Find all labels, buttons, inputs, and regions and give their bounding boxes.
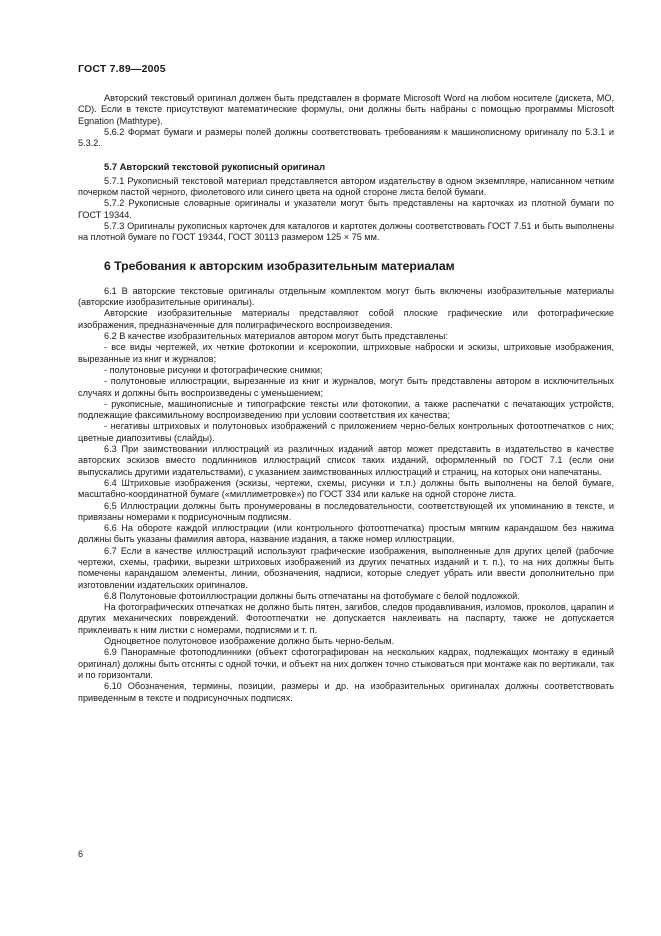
paragraph: 6.10 Обозначения, термины, позиции, размеры и др. на изобразительных оригиналах должны соответствовать приведенным в тексте и подрисуночных подписях.: [78, 681, 614, 703]
paragraph: 6.5 Иллюстрации должны быть пронумерованы в последовательности, соответствующей их упоминанию в тексте, и привязаны номерами к подрисуночным подписям.: [78, 500, 614, 522]
chapter-heading: 6 Требования к авторским изобразительным материалам: [104, 258, 455, 273]
paragraph: 6.2 В качестве изобразительных материалов автором могут быть представлены:: [104, 331, 448, 342]
paragraph: 6.8 Полутоновые фотоиллюстрации должны быть отпечатаны на фотобумаге с белой подложкой.: [104, 590, 520, 601]
list-item: - полутоновые рисунки и фотографические снимки;: [104, 364, 323, 375]
paragraph: 6.9 Панорамные фотоподлинники (объект сфотографирован на нескольких кадрах, подлежащих монтажу в единый оригинал) должны быть отсняты с одной точки, и объект на них должен точно стыковаться при монтаже как по вертикали, так и по горизонтали.: [78, 647, 614, 680]
paragraph: 6.1 В авторские текстовые оригиналы отдельным комплектом могут быть включены изобразительные материалы (авторские изобразительные оригиналы).: [78, 285, 614, 308]
paragraph: Авторские изобразительные материалы представляют собой плоские графические или фотографические изображения, предназначенные для полиграфического воспроизведения.: [78, 308, 614, 330]
paragraph: 6.6 На обороте каждой иллюстрации (или контрольного фотоотпечатка) простым мягким карандашом без нажима должны быть указаны фамилия автора, название издания, а также номер иллюстрации.: [78, 523, 614, 545]
paragraph: На фотографических отпечатках не должно быть пятен, загибов, следов продавливания, изломов, проколов, царапин и других механических повреждений. Фотоотпечатки не допускается наклеивать на паспарту, также не допускается приклеивать к ним листки с номерами, подписями и т. п.: [78, 602, 615, 635]
paragraph: 5.7.1 Рукописный текстовой материал представляется автором издательству в одном экземпляре, написанном четким почерком пастой черного, фиолетового или синего цвета на одной стороне листа белой бумаги.: [78, 175, 614, 198]
paragraph: Авторский текстовый оригинал должен быть представлен в формате Microsoft Word на любом носителе (дискета, MO, CD). Если в тексте присутствуют математические формулы, они должны быть набраны с помощью программы Microsoft Egnation (Mathtype).: [78, 93, 614, 126]
paragraph: 5.7.2 Рукописные словарные оригиналы и указатели могут быть представлены на карточках из плотной бумаги по ГОСТ 19344.: [78, 198, 614, 220]
paragraph: 6.7 Если в качестве иллюстраций используют графические изображения, выполненные для других целей (рабочие чертежи, схемы, графики, вырезки штриховых изображений из других печатных изданий и т. п.), то на них должны быть помечены карандашом элементы, линии, обозначения, надписи, которые следует убрать или ввести дополнительно при изготовлении издательских оригиналов.: [78, 545, 614, 590]
document-header: ГОСТ 7.89—2005: [78, 63, 166, 75]
list-item: - рукописные, машинописные и типографские тексты или фотокопии, а также распечатки с печатающих устройств, подлежащие факсимильному воспроизведению при условии соответствия их качества;: [78, 398, 614, 421]
page-number: 6: [78, 849, 84, 859]
section-heading: 5.7 Авторский текстовой рукописный оригинал: [104, 161, 326, 173]
paragraph: 6.4 Штриховые изображения (эскизы, чертежи, схемы, рисунки и т.п.) должны быть выполнены на белой бумаге, масштабно-координатной бумаге («миллиметровке») по ГОСТ 334 или кальке на одной стороне листа.: [78, 477, 614, 500]
list-item: - все виды чертежей, их четкие фотокопии и ксерокопии, штриховые наброски и эскизы, штриховые изображения, вырезанные из книг и журналов;: [78, 342, 614, 364]
list-item: - полутоновые иллюстрации, вырезанные из книг и журналов, могут быть представлены автором в исключительных случаях и должны быть воспроизведены с уменьшением;: [78, 376, 614, 398]
paragraph: 5.7.3 Оригиналы рукописных карточек для каталогов и картотек должны соответствовать ГОСТ 7.51 и быть выполнены на плотной бумаге по ГОСТ 19344, ГОСТ 30113 размером 125 × 75 мм.: [78, 220, 614, 243]
paragraph: Одноцветное полутоновое изображение должно быть черно-белым.: [104, 636, 395, 647]
paragraph: 5.6.2 Формат бумаги и размеры полей должны соответствовать требованиям к машинописному оригиналу по 5.3.1 и 5.3.2.: [78, 126, 614, 149]
paragraph: 6.3 При заимствовании иллюстраций из различных изданий автор может представить в издательство в качестве авторских эскизов вместо подлинников иллюстраций список таких изданий, оформленный по ГОСТ 7.1 (если они выпускались другими издательствами), с указанием заимствованных иллюстраций и страниц, на которых они напечатаны.: [78, 444, 614, 477]
document-body: [78, 93, 614, 704]
list-item: - негативы штриховых и полутоновых изображений с приложением черно-белых контрольных фотоотпечатков с них; цветные диапозитивы (слайды).: [78, 421, 614, 443]
